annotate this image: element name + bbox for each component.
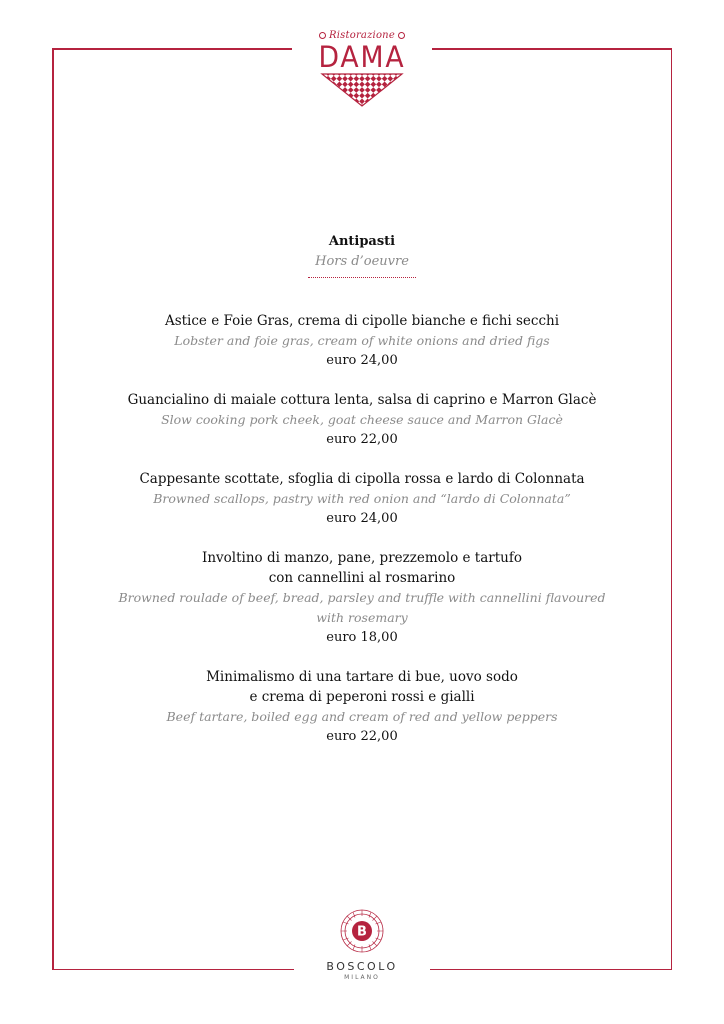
section-title: Antipasti bbox=[328, 234, 396, 249]
dama-logo bbox=[312, 28, 412, 114]
menu-item bbox=[40, 469, 684, 529]
dish-price: euro 22,00 bbox=[326, 729, 398, 744]
section-divider bbox=[308, 277, 416, 278]
menu-item bbox=[40, 548, 684, 648]
boscolo-emblem-icon bbox=[339, 908, 385, 954]
dish-name-en: Browned roulade of beef, bread, parsley and truffle with cannellini flavoured bbox=[118, 590, 606, 605]
dish-name-en: Browned scallops, pastry with red onion and “lardo di Colonnata” bbox=[153, 491, 571, 506]
boscolo-logo bbox=[297, 908, 427, 988]
dish-name-it-continued: con cannellini al rosmarino bbox=[268, 570, 456, 586]
logo-dot-icon bbox=[398, 32, 405, 39]
dish-name-en: Beef tartare, boiled egg and cream of red and yellow peppers bbox=[166, 709, 558, 724]
dish-name-it: Involtino di manzo, pane, prezzemolo e tartufo bbox=[202, 550, 522, 566]
dish-name-it: Astice e Foie Gras, crema di cipolle bianche e fichi secchi bbox=[164, 313, 560, 329]
menu-list bbox=[40, 311, 684, 766]
logo-script-text: Ristorazione bbox=[329, 29, 395, 41]
frame-bottom-right bbox=[430, 969, 672, 971]
dish-name-en: Lobster and foie gras, cream of white onions and dried figs bbox=[174, 333, 550, 348]
frame-top-left bbox=[52, 48, 292, 50]
dish-name-en: Slow cooking pork cheek, goat cheese sauce and Marron Glacè bbox=[161, 412, 563, 427]
checkerboard-icon bbox=[320, 72, 404, 108]
logo-name: DAMA bbox=[318, 40, 406, 74]
dish-name-it: Minimalismo di una tartare di bue, uovo sodo bbox=[206, 669, 518, 685]
menu-item bbox=[40, 667, 684, 747]
menu-item bbox=[40, 311, 684, 371]
menu-item bbox=[40, 390, 684, 450]
boscolo-letter: B bbox=[357, 924, 367, 940]
boscolo-name: BOSCOLO bbox=[326, 960, 398, 973]
dish-price: euro 18,00 bbox=[326, 630, 398, 645]
section-subtitle: Hors d’oeuvre bbox=[315, 254, 409, 269]
dish-price: euro 24,00 bbox=[326, 511, 398, 526]
boscolo-city: MILANO bbox=[344, 974, 380, 981]
frame-top-right bbox=[432, 48, 672, 50]
dish-name-en-continued: with rosemary bbox=[316, 610, 408, 625]
dish-name-it: Guancialino di maiale cottura lenta, salsa di caprino e Marron Glacè bbox=[127, 392, 597, 408]
logo-dot-icon bbox=[319, 32, 326, 39]
dish-price: euro 24,00 bbox=[326, 353, 398, 368]
frame-bottom-left bbox=[52, 969, 294, 971]
dish-name-it: Cappesante scottate, sfoglia di cipolla rossa e lardo di Colonnata bbox=[139, 471, 585, 487]
dish-price: euro 22,00 bbox=[326, 432, 398, 447]
dish-name-it-continued: e crema di peperoni rossi e gialli bbox=[249, 689, 475, 705]
